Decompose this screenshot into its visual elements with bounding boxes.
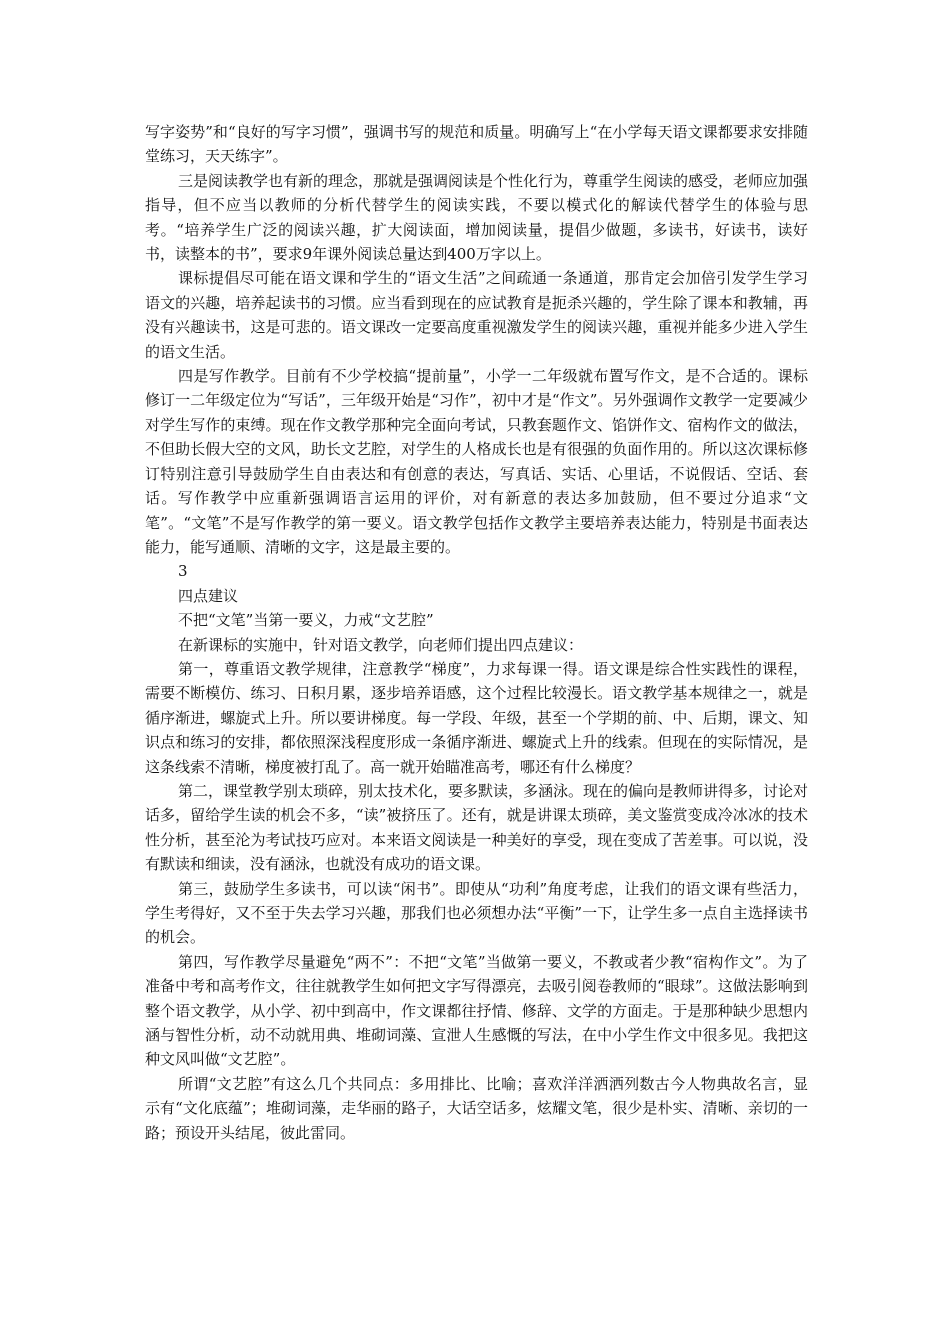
paragraph: 所谓“文艺腔”有这么几个共同点：多用排比、比喻；喜欢洋洋洒洒列数古今人物典故名言，显示有“文化底蕴”；堆砌词藻，走华丽的路子，大话空话多，炫耀文笔，很少是朴实、清晰、亲切的一路；预设开头结尾，彼此雷同。 xyxy=(145,1074,808,1142)
paragraph: 三是阅读教学也有新的理念，那就是强调阅读是个性化行为，尊重学生阅读的感受，老师应加强指导，但不应当以教师的分析代替学生的阅读实践，不要以模式化的解读代替学生的体验与思考。“培养学生广泛的阅读兴趣，扩大阅读面，增加阅读量，提倡少做题，多读书，好读书，读好书，读整本的书”，要求9年课外阅读总量达到400万字以上。 xyxy=(145,171,809,264)
section-title: 四点建议 xyxy=(178,586,239,605)
paragraph: 第三，鼓励学生多读书，可以读“闲书”。即使从“功利”角度考虑，让我们的语文课有些活力，学生考得好，又不至于失去学习兴趣，那我们也必须想办法“平衡”一下，让学生多一点自主选择读书的机会。 xyxy=(145,879,808,947)
document-page xyxy=(145,120,808,1145)
paragraph: 第一，尊重语文教学规律，注意教学“梯度”，力求每课一得。语文课是综合性实践性的课程，需要不断模仿、练习、日积月累，逐步培养语感，这个过程比较漫长。语文教学基本规律之一，就是循序渐进，螺旋式上升。所以要讲梯度。每一学段、年级，甚至一个学期的前、中、后期，课文、知识点和练习的安排，都依照深浅程度形成一条循序渐进、螺旋式上升的线索。但现在的实际情况，是这条线索不清晰，梯度被打乱了。高一就开始瞄准高考，哪还有什么梯度？ xyxy=(145,659,808,776)
paragraph: 写字姿势”和“良好的写字习惯”，强调书写的规范和质量。明确写上“在小学每天语文课都要求安排随堂练习，天天练字”。 xyxy=(145,123,808,166)
paragraph: 在新课标的实施中，针对语文教学，向老师们提出四点建议： xyxy=(178,635,584,654)
paragraph: 第二，课堂教学别太琐碎，别太技术化，要多默读，多涵泳。现在的偏向是教师讲得多，讨论对话多，留给学生读的机会不多，“读”被挤压了。还有，就是讲课太琐碎，美文鉴赏变成冷冰冰的技术性分析，甚至沦为考试技巧应对。本来语文阅读是一种美好的享受，现在变成了苦差事。可以说，没有默读和细读，没有涵泳，也就没有成功的语文课。 xyxy=(145,781,809,874)
section-number: 3 xyxy=(178,562,188,581)
paragraph: 四是写作教学。目前有不少学校搞“提前量”，小学一二年级就布置写作文，是不合适的。课标修订一二年级定位为“写话”，三年级开始是“习作”，初中才是“作文”。另外强调作文教学一定要减少对学生写作的束缚。现在作文教学那种完全面向考试，只教套题作文、馅饼作文、宿构作文的做法，不但助长假大空的文风，助长文艺腔，对学生的人格成长也是有很强的负面作用的。所以这次课标修订特别注意引导鼓励学生自由表达和有创意的表达，写真话、实话、心里话，不说假话、空话、套话。写作教学中应重新强调语言运用的评价，对有新意的表达多加鼓励，但不要过分追求“文笔”。“文笔”不是写作教学的第一要义。语文教学包括作文教学主要培养表达能力，特别是书面表达能力，能写通顺、清晰的文字，这是最主要的。 xyxy=(145,367,808,556)
paragraph: 第四，写作教学尽量避免“两不”：不把“文笔”当做第一要义，不教或者少教“宿构作文”。为了准备中考和高考作文，往往就教学生如何把文字写得漂亮，去吸引阅卷教师的“眼球”。这做法影响到整个语文教学，从小学、初中到高中，作文课都往抒情、修辞、文学的方面走。于是那种缺少思想内涵与智性分析，动不动就用典、堆砌词藻、宣泄人生感慨的写法，在中小学生作文中很多见。我把这种文风叫做“文艺腔”。 xyxy=(145,952,808,1069)
section-subtitle: 不把“文笔”当第一要义，力戒“文艺腔” xyxy=(178,611,434,630)
paragraph: 课标提倡尽可能在语文课和学生的“语文生活”之间疏通一条通道，那肯定会加倍引发学生学习语文的兴趣，培养起读书的习惯。应当看到现在的应试教育是扼杀兴趣的，学生除了课本和教辅，再没有兴趣读书，这是可悲的。语文课改一定要高度重视激发学生的阅读兴趣，重视并能多少进入学生的语文生活。 xyxy=(145,269,808,361)
